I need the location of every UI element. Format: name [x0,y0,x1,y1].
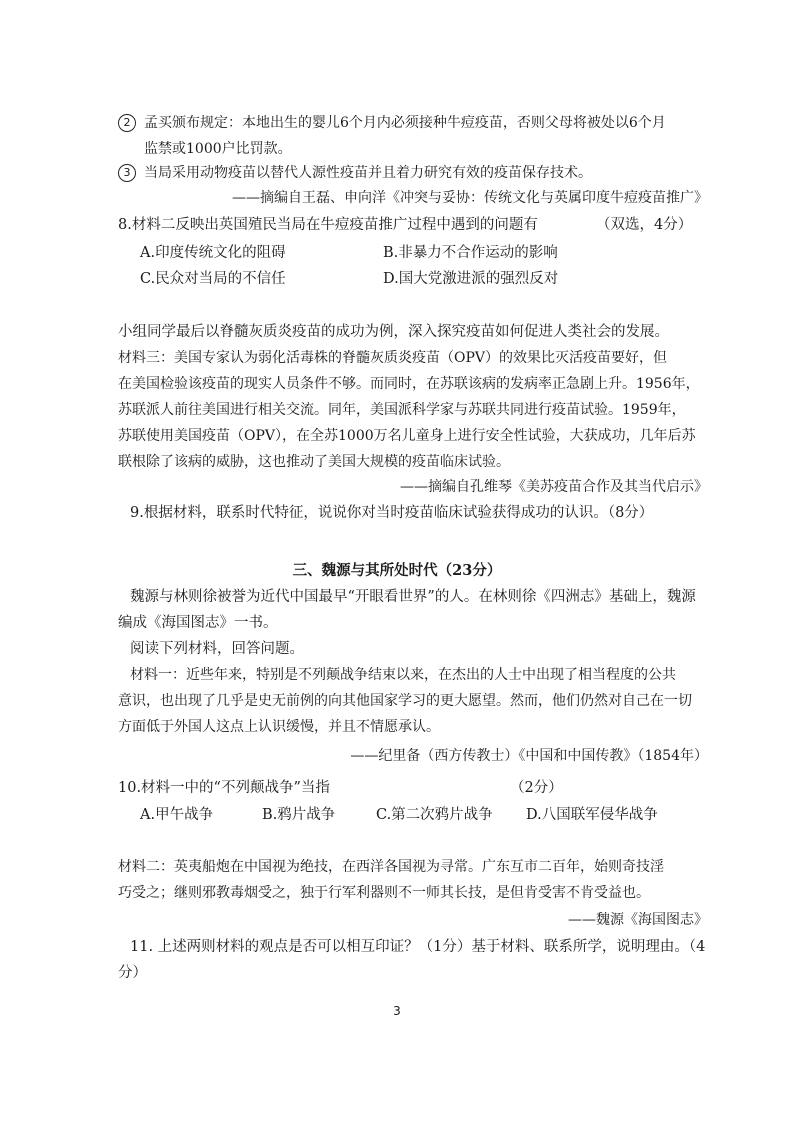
q8-stem: 8.材料二反映出英国殖民当局在牛痘疫苗推广过程中遇到的问题有 [118,217,538,233]
material2b-source: ——魏源《海国图志》 [568,912,708,928]
material1-source: ——纪里备（西方传教士）《中国和中国传教》（1854年） [350,748,708,764]
q10-score: （2分） [510,780,563,796]
section3-intro-line2: 编成《海国图志》一书。 [118,615,278,631]
section3-title: 三、魏源与其所处时代（23分） [292,562,502,579]
material1-line2: 意识，也出现了几乎是史无前例的向其他国家学习的更大愿望。然而，他们仍然对自己在一切 [118,693,692,709]
q10-option-a: A.甲午战争 [140,807,214,823]
q8-option-c: C.民众对当局的不信任 [140,271,286,287]
material1-line1: 材料一：近些年来，特别是不列颠战争结束以来，在杰出的人士中出现了相当程度的公共 [130,667,676,683]
section3-intro-line1: 魏源与林则徐被誉为近代中国最早“开眼看世界”的人。在林则徐《四洲志》基础上，魏源 [130,589,696,605]
page-number: 3 [393,1004,401,1018]
q10-option-d: D.八国联军侵华战争 [526,807,658,823]
material3-line5: 联根除了该病的威胁，这也推动了美国大规模的疫苗临床试验。 [118,454,510,470]
q11-line1: 11. 上述两则材料的观点是否可以相互印证？（1分）基于材料、联系所学，说明理由。（4 [130,939,706,955]
q8-option-d: D.国大党激进派的强烈反对 [383,271,559,287]
q8-option-a: A.印度传统文化的阻碍 [140,245,286,261]
q9-stem: 9.根据材料，联系时代特征，说说你对当时疫苗临床试验获得成功的认识。（8分） [130,505,654,521]
q10-option-c: C.第二次鸦片战争 [376,807,493,823]
q8-option-b: B.非暴力不合作运动的影响 [383,245,558,261]
q10-stem: 10.材料一中的“不列颠战争”当指 [118,780,330,796]
material2-item2-line2: 监禁或1000户比罚款。 [144,141,292,157]
material2-source: ——摘编自王磊、申向洋《冲突与妥协：传统文化与英属印度牛痘疫苗推广》 [232,190,708,206]
intro-paragraph: 小组同学最后以脊髓灰质炎疫苗的成功为例，深入探究疫苗如何促进人类社会的发展。 [118,324,669,340]
material2-item2 [118,113,666,133]
q11-line2: 分） [118,965,147,981]
circled-number-2: 2 [118,114,136,132]
material2b-line1: 材料二：英夷船炮在中国视为绝技，在西洋各国视为寻常。广东互市二百年，始则奇技淫 [118,859,664,875]
material3-line1: 材料三：美国专家认为弱化活毒株的脊髓灰质炎疫苗（OPV）的效果比灭活疫苗要好，但 [118,350,668,366]
material3-source: ——摘编自孔维琴《美苏疫苗合作及其当代启示》 [400,479,708,495]
material2-item2-line1: 孟买颁布规定：本地出生的婴儿6个月内必须接种牛痘疫苗，否则父母将被处以6个月 [144,115,666,131]
q10-option-b: B.鸦片战争 [262,807,336,823]
material2b-line2: 巧受之；继则邪教毒烟受之，独于行军利器则不一师其长技，是但肯受害不肯受益也。 [118,885,650,901]
material3-line2: 在美国检验该疫苗的现实人员条件不够。而同时，在苏联该病的发病率正急剧上升。1956年， [118,376,700,392]
material1-line3: 方面低于外国人这点上认识缓慢，并且不情愿承认。 [118,719,440,735]
material2-item3 [118,163,592,183]
section3-instruction: 阅读下列材料，回答问题。 [130,641,304,657]
material3-line3: 苏联派人前往美国进行相关交流。同年，美国派科学家与苏联共同进行疫苗试验。1959年， [118,402,686,418]
circled-number-3: 3 [118,164,136,182]
material2-item3-line1: 当局采用动物疫苗以替代人源性疫苗并且着力研究有效的疫苗保存技术。 [144,165,592,181]
material3-line4: 苏联使用美国疫苗（OPV），在全苏1000万名儿童身上进行安全性试验，大获成功，几年后苏 [118,428,696,444]
q8-score: （双选，4分） [596,217,693,233]
